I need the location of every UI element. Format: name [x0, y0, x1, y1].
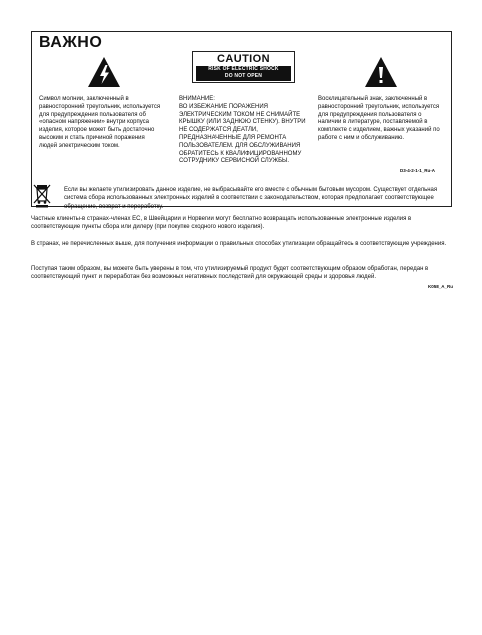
page-title: ВАЖНО: [39, 34, 103, 51]
exclamation-triangle-icon: [365, 57, 397, 87]
paragraph-environment: Поступая таким образом, вы можете быть уверены в том, что утилизируемый продукт будет соответствующим образом обработан, передан в соответствующий пункт и переработан без возможных негативных последствий для окружающей среды и здоровья людей.: [31, 266, 429, 281]
caution-line-1: RISK OF ELECTRIC SHOCK: [208, 66, 279, 72]
caution-band: [196, 66, 291, 81]
exclamation-symbol-text: Восклицательный знак, заключенный в равносторонний треугольник, используется для предупреждения пользователя о наличии в литературе, поставляемой в комплекте с изделием, важных указаний по работе с ним и обслуживанию.: [318, 96, 440, 141]
lightning-symbol-text: Символ молнии, заключенный в равносторонний треугольник, используется для предупреждения пользователя об «опасном напряжении» внутри корпуса изделия, которое может быть достаточно высоким и стать причиной поражения людей электрическим током.: [39, 96, 161, 149]
paragraph-eu-return: Частные клиенты-в странах-членах ЕС, в Швейцарии и Норвегии могут бесплатно возвращать использованные электронные изделия в соответствующие пункты сбора или дилеру (при покупке сходного нового изделия).: [31, 216, 412, 231]
caution-russian-text: ВНИМАНИЕ: ВО ИЗБЕЖАНИЕ ПОРАЖЕНИЯ ЭЛЕКТРИЧЕСКИМ ТОКОМ НЕ СНИМАЙТЕ КРЫШКУ (ИЛИ ЗАДНЮЮ СТЕНКУ). ВНУТРИ НЕ СОДЕРЖАТСЯ ДЕАТЛИ, ПРЕДНАЗНАЧЕННЫЕ ДЛЯ РЕМОНТА ПОЛЬЗОВАТЕЛЕМ. ДЛЯ ОБСЛУЖИВАНИЯ ОБРАТИТЕСЬ К КВАЛИФИЦИРОВАННОМУ СОТРУДНИКУ СЕРВИСНОЙ СЛУЖБЫ.: [179, 96, 306, 165]
caution-word: CAUTION: [217, 53, 270, 65]
weee-disposal-text: Если вы желаете утилизировать данное изделие, не выбрасывайте его вместе с обычным бытовым мусором. Существует отдельная система сбора использованных электронных изделий в соответствии с законодательством, которая предполагает соответствующее обращение, возврат и переработку.: [64, 187, 438, 210]
paragraph-other-countries: В странах, не перечисленных выше, для получения информации о правильных способах утилизации обращайтесь в соответствующие учреждения.: [31, 241, 447, 247]
crossed-out-bin-icon: [31, 181, 55, 209]
caution-label: [192, 51, 295, 83]
lightning-triangle-icon: [88, 57, 120, 87]
document-code-bottom: K058_A_Ru: [428, 284, 454, 289]
document-code-top: D3-4-2-1-1_Ru-A: [400, 168, 436, 173]
caution-line-2: DO NOT OPEN: [224, 73, 263, 79]
